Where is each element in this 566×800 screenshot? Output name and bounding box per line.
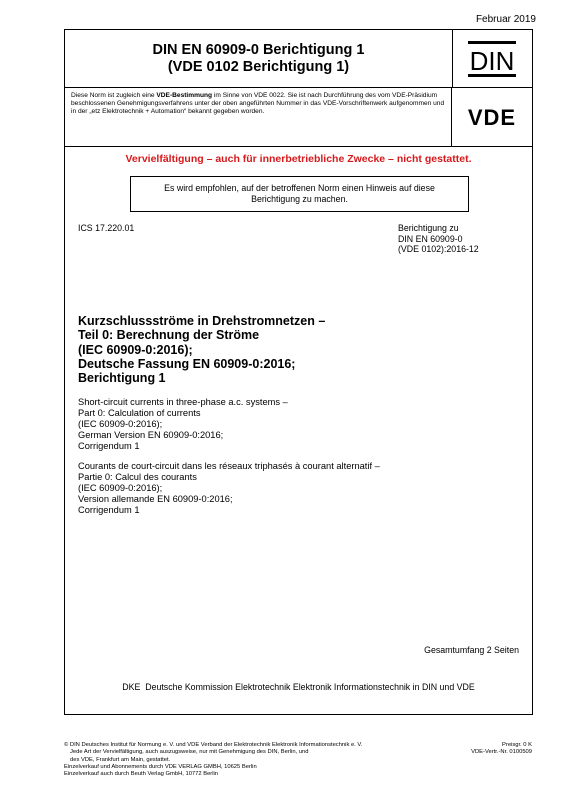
title-de-line: Teil 0: Berechnung der Ströme [78, 328, 260, 343]
dke-line: DKE Deutsche Kommission Elektrotechnik Elektronik Informationstechnik in DIN und VDE [122, 682, 475, 692]
footer-line-5: Einzelverkauf auch durch Beuth Verlag GmbH, 10772 Berlin [64, 771, 219, 778]
title-de-line: Kurzschlussströme in Drehstromnetzen – [78, 314, 326, 328]
vde-statement-before: Diese Norm ist zugleich eine [71, 92, 157, 99]
vde-logo-text: VDE [467, 105, 516, 128]
title-en-line: Corrigendum 1 [78, 440, 140, 451]
footer-line-4: Einzelverkauf und Abonnements durch VDE VERLAG GMBH, 10625 Berlin [64, 763, 257, 770]
title-english [78, 397, 524, 451]
copyright-footer [64, 742, 424, 778]
footer-line-1: © DIN Deutsches Institut für Normung e. V. und VDE Verband der Elektrotechnik Elektronik Informationstechnik e. V. [64, 742, 363, 748]
title-en-line: Short-circuit currents in three-phase a.c. systems – [78, 397, 288, 408]
title-french [78, 461, 524, 515]
title-line-1: DIN EN 60909-0 Berichtigung 1 [152, 41, 365, 58]
document-title [65, 30, 453, 87]
title-fr-line: Partie 0: Calcul des courants [78, 472, 197, 483]
title-fr-line: Courants de court-circuit dans les réseaux triphasés à courant alternatif – [78, 461, 380, 472]
vde-statement [65, 87, 452, 146]
price-group: Preisgr. 0 K [502, 742, 532, 748]
price-footer [471, 742, 532, 757]
titles-block [78, 314, 524, 515]
title-en-line: Part 0: Calculation of currents [78, 408, 201, 419]
ics-code: ICS 17.220.01 [78, 223, 135, 233]
corrigendum-ref-line-3: (VDE 0102):2016-12 [398, 244, 479, 254]
header-row [65, 30, 532, 88]
din-logo-text: DIN [469, 45, 514, 76]
title-de-line: (IEC 60909-0:2016); [78, 342, 193, 357]
corrigendum-ref-line-2: DIN EN 60909-0 [398, 233, 463, 244]
title-en-line: (IEC 60909-0:2016); [78, 419, 163, 430]
title-fr-line: (IEC 60909-0:2016); [78, 483, 163, 494]
corrigendum-notice-box: Es wird empfohlen, auf der betroffenen Norm einen Hinweis auf diese Berichtigung zu machen. [130, 176, 469, 212]
din-logo-icon [467, 40, 517, 78]
footer-line-3: des VDE, Frankfurt am Main, gestattet. [70, 756, 171, 763]
total-pages: Gesamtumfang 2 Seiten [424, 645, 519, 655]
title-de-line: Deutsche Fassung EN 60909-0:2016; [78, 356, 296, 371]
title-fr-line: Corrigendum 1 [78, 504, 140, 515]
vde-statement-bold: VDE-Bestimmung [156, 92, 213, 99]
title-de-line: Berichtigung 1 [78, 371, 166, 386]
title-fr-line: Version allemande EN 60909-0:2016; [78, 493, 233, 504]
reproduction-warning: Vervielfältigung – auch für innerbetriebliche Zwecke – nicht gestattet. [125, 153, 472, 165]
corrigendum-ref-line-1: Berichtigung zu [398, 223, 459, 233]
title-line-2: (VDE 0102 Berichtigung 1) [167, 58, 350, 75]
vde-statement-after: im Sinne von VDE 0022. Sie ist nach Durchführung des vom VDE-Präsidium beschlossenen Genehmigungsverfahrens unter der oben angeführten Nummer in das VDE-Vorschriftenwerk aufgenommen und in der „etz Elektrotechnik + Automation“ bekannt gegeben worden. [71, 92, 445, 116]
footer-line-2: Jede Art der Vervielfältigung, auch auszugsweise, nur mit Genehmigung des DIN, Berlin, und [70, 749, 309, 756]
vde-logo [451, 87, 532, 146]
title-en-line: German Version EN 60909-0:2016; [78, 429, 224, 440]
vde-logo-icon [459, 106, 525, 128]
corrigendum-reference [398, 223, 479, 255]
vde-row [65, 87, 532, 147]
publication-date: Februar 2019 [475, 14, 536, 25]
vde-contract-number: VDE-Vertr.-Nr. 0100509 [471, 749, 532, 756]
title-german [78, 314, 524, 385]
cover-frame [64, 29, 533, 715]
din-logo [451, 30, 532, 87]
